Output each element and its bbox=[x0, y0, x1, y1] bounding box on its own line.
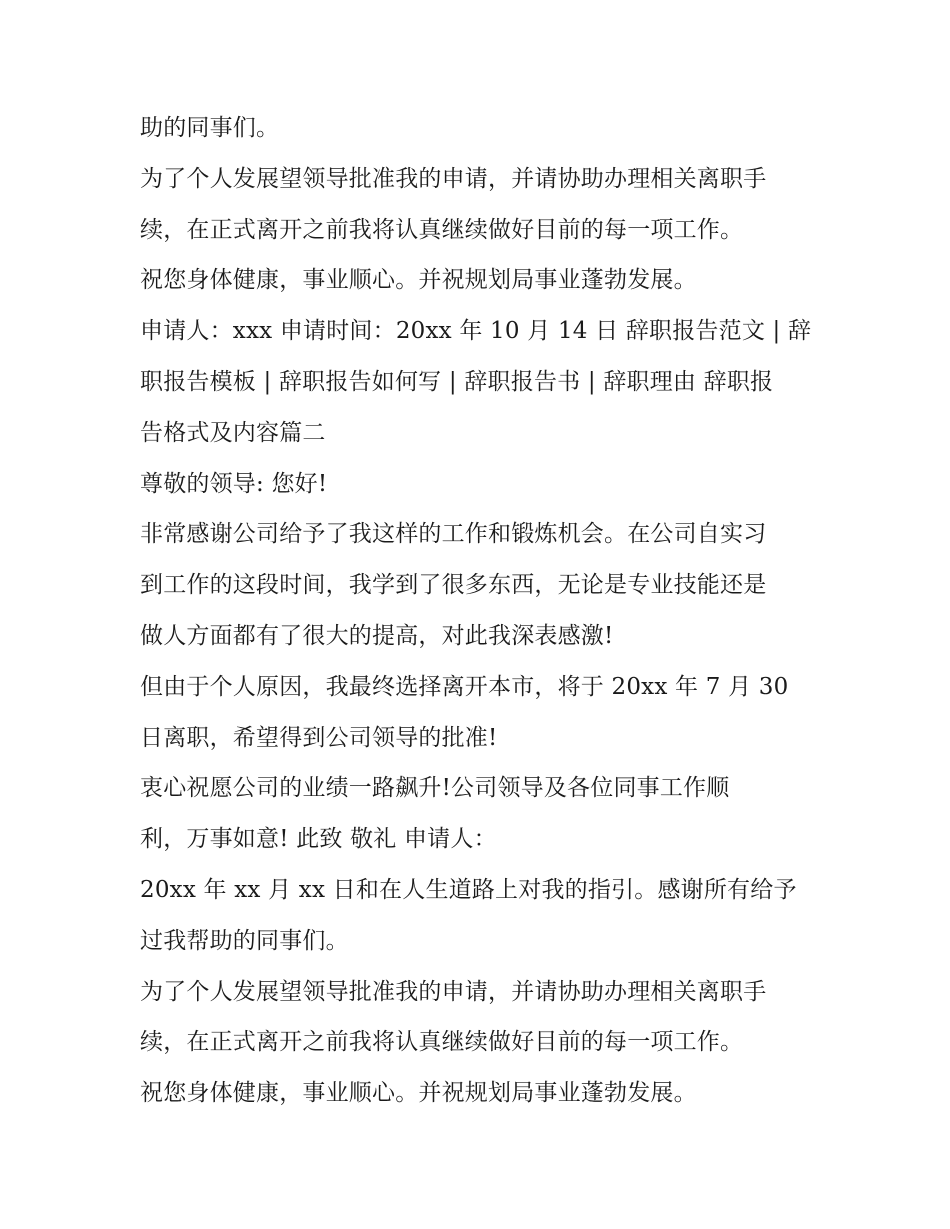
text-line: 助的同事们。 bbox=[140, 115, 280, 141]
text-line: 续，在正式离开之前我将认真继续做好目前的每一项工作。 bbox=[140, 1029, 744, 1056]
text-line: 为了个人发展望领导批准我的申请，并请协助办理相关离职手 bbox=[140, 165, 767, 192]
text-line: 20xx 年 xx 月 xx 日和在人生道路上对我的指引。感谢所有给予 bbox=[140, 876, 797, 903]
text-line: 到工作的这段时间，我学到了很多东西，无论是专业技能还是 bbox=[140, 572, 767, 599]
text-line: 祝您身体健康，事业顺心。并祝规划局事业蓬勃发展。 bbox=[140, 267, 697, 294]
text-line: 续，在正式离开之前我将认真继续做好目前的每一项工作。 bbox=[140, 216, 744, 243]
text-line: 做人方面都有了很大的提高，对此我深表感激! bbox=[140, 622, 614, 649]
text-line: 利，万事如意! 此致 敬礼 申请人： bbox=[140, 826, 497, 853]
text-line: 申请人：xxx 申请时间：20xx 年 10 月 14 日 辞职报告范文 | 辞 bbox=[140, 318, 812, 345]
text-line: 但由于个人原因，我最终选择离开本市，将于 20xx 年 7 月 30 bbox=[140, 673, 789, 700]
text-line: 日离职，希望得到公司领导的批准! bbox=[140, 724, 498, 751]
text-line: 职报告模板 | 辞职报告如何写 | 辞职报告书 | 辞职理由 辞职报 bbox=[140, 368, 774, 395]
text-line: 为了个人发展望领导批准我的申请，并请协助办理相关离职手 bbox=[140, 978, 767, 1005]
text-line: 告格式及内容篇二 bbox=[140, 419, 326, 446]
text-line: 过我帮助的同事们。 bbox=[140, 927, 349, 954]
text-line: 衷心祝愿公司的业绩一路飙升!公司领导及各位同事工作顺 bbox=[140, 775, 730, 802]
document-body bbox=[140, 110, 820, 1126]
text-line: 非常感谢公司给予了我这样的工作和锻炼机会。在公司自实习 bbox=[140, 521, 767, 548]
text-line: 尊敬的领导: 您好! bbox=[140, 470, 328, 497]
text-line: 祝您身体健康，事业顺心。并祝规划局事业蓬勃发展。 bbox=[140, 1080, 697, 1107]
